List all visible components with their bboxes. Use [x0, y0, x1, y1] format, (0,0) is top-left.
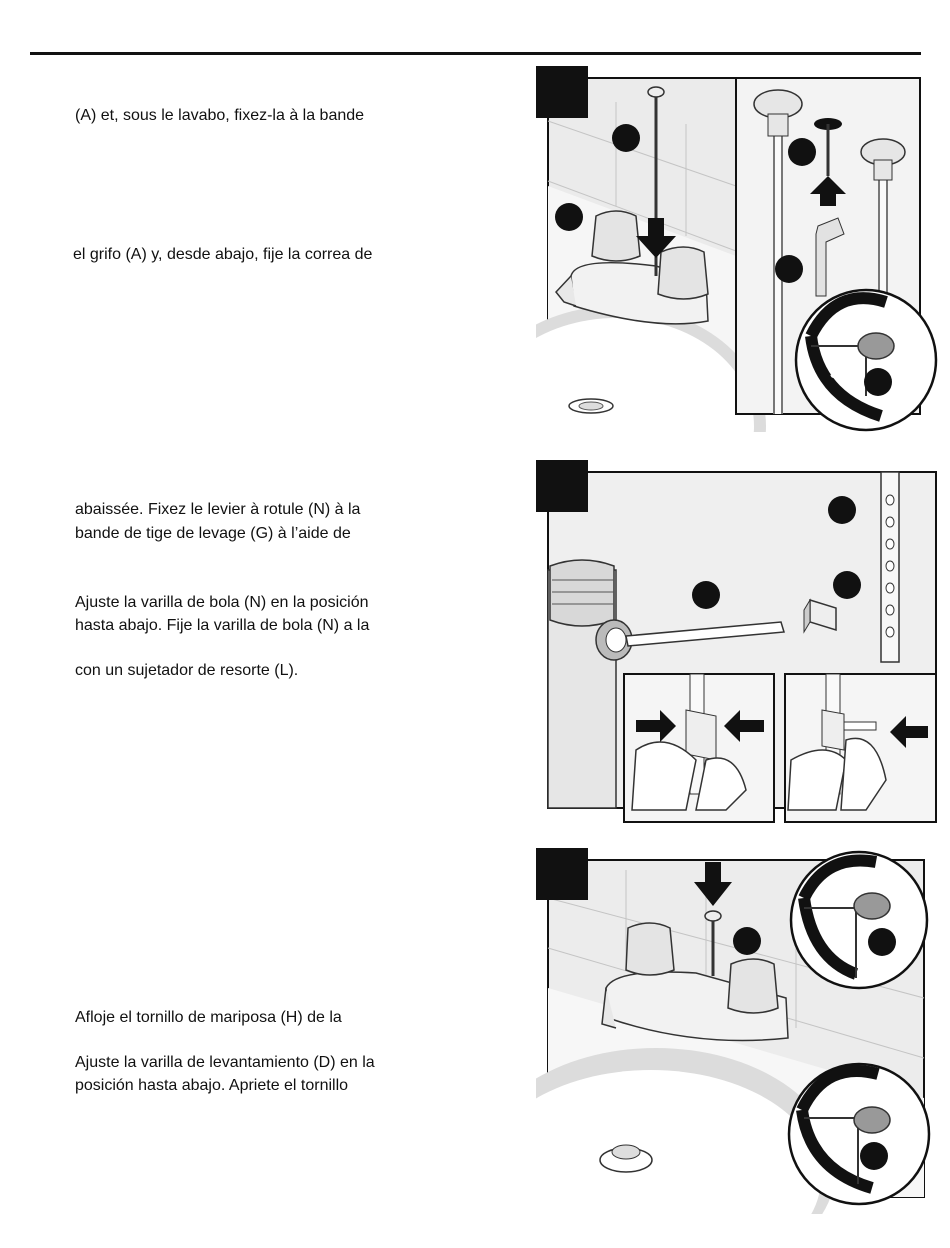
step2-text-fr-line1: abaissée. Fixez le levier à rotule (N) à la [75, 501, 361, 518]
figure-step1 [536, 66, 940, 432]
step2-text-es-line1: Ajuste la varilla de bola (N) en la posición [75, 594, 369, 611]
fig3-zoom-top-step-number: 1 [828, 925, 837, 942]
step1-text-fr: (A) et, sous le lavabo, fixez-la à la bande [75, 107, 365, 124]
step3-text-es-line1: Afloje el tornillo de mariposa (H) de la [75, 1009, 342, 1026]
step2-text-fr-line2: bande de tige de levage (G) à l’aide de [75, 525, 351, 542]
step3-text-es-line2: Ajuste la varilla de levantamiento (D) en la [75, 1054, 375, 1071]
figure-step3 [536, 848, 940, 1214]
figure-step2 [536, 460, 940, 826]
fig3-zoom-bottom-step-number: 3 [828, 1141, 837, 1158]
header-rule [30, 52, 921, 55]
step2-text-es-line3: con un sujetador de resorte (L). [75, 662, 299, 679]
step3-text-es-line3: posición hasta abajo. Apriete el tornillo [75, 1077, 349, 1094]
step1-text-es: el grifo (A) y, desde abajo, fije la correa de [73, 246, 373, 263]
step2-text-es-line2: hasta abajo. Fije la varilla de bola (N) a la [75, 617, 370, 634]
fig1-zoom-step-number: 3 [830, 365, 839, 382]
